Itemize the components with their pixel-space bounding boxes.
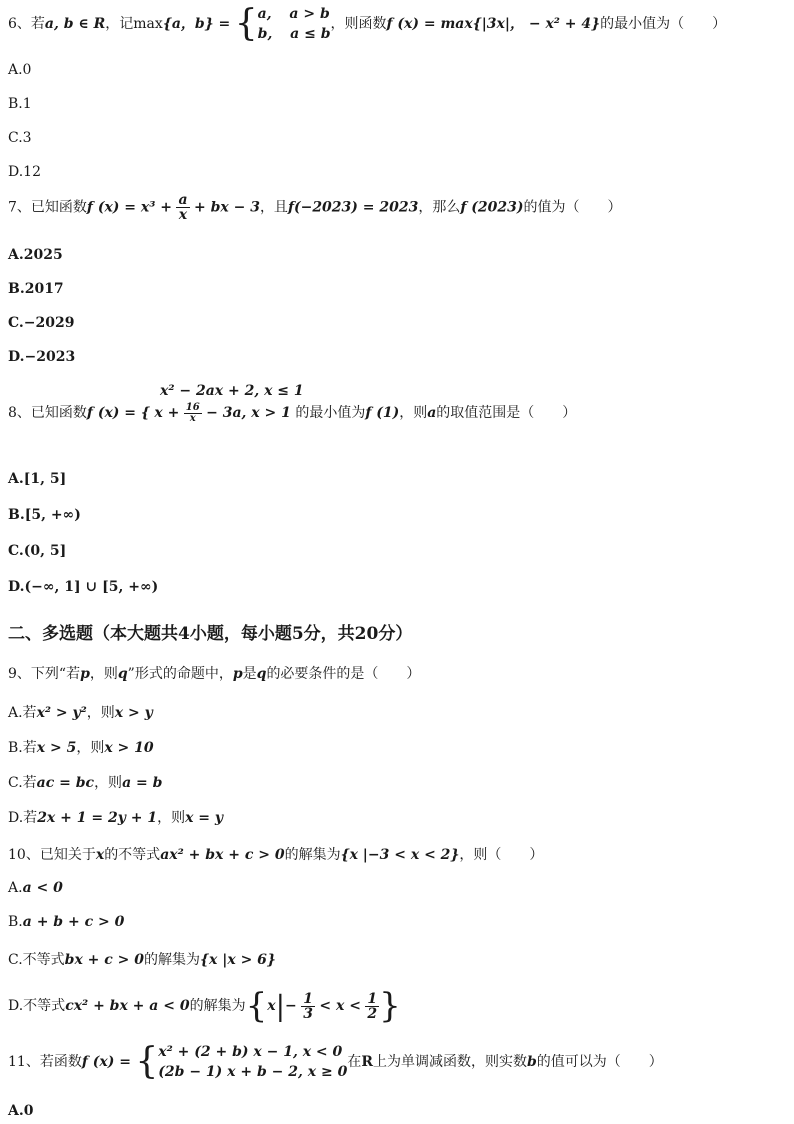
q7-tail: 的值为（ ） [523, 199, 622, 216]
q7-ask: f (2023) [460, 199, 524, 216]
q10-c-m: bx + c > 0 [64, 952, 145, 968]
q6-def: ，记max [105, 16, 163, 32]
q9-b-m1: x > 5 [36, 740, 77, 756]
q8-case2-post: − 3a, x > 1 [206, 405, 291, 421]
q10-tail: ，则（ ） [459, 847, 544, 863]
q10-d-mid: 的解集为 [189, 998, 246, 1014]
q9-d-pre: D.若 [8, 810, 38, 826]
q10-c-pre: C.不等式 [8, 952, 65, 968]
q11-prefix: 11、若函数 [8, 1054, 82, 1070]
q7-option-a[interactable]: A.2025 [8, 247, 63, 263]
section-2-heading: 二、多选题（本大题共4小题，每小题5分，共20分） [8, 624, 413, 644]
q9-option-a[interactable] [8, 702, 153, 722]
q9-p: p [80, 666, 90, 682]
q10-option-b[interactable] [8, 914, 124, 930]
q11-stem [8, 1042, 663, 1082]
q10-ineq: ax² + bx + c > 0 [160, 847, 285, 863]
q11-brace: { [135, 1041, 159, 1082]
q8-stem [8, 402, 576, 424]
q9-mid3: 是 [242, 666, 257, 682]
q10-d-mid2: < x < [319, 998, 361, 1014]
q11-f-lhs: f (x) = [81, 1054, 131, 1070]
q7-mid2: ，那么 [418, 199, 461, 216]
q6-then: ，则函数 [330, 16, 387, 32]
q10-option-a[interactable] [8, 880, 63, 896]
q10-c-set: {x |x > 6} [200, 952, 276, 968]
q7-fraction [176, 193, 189, 222]
q11-case2: (2b − 1) x + b − 2, x ≥ 0 [158, 1064, 348, 1080]
q10-a-m: a < 0 [22, 880, 63, 896]
q7-mid: ，且 [259, 199, 288, 216]
q9-a-m1: x² > y² [36, 705, 87, 721]
q8-frac-num: 16 [185, 401, 200, 413]
q9-d-m2: x = y [185, 810, 224, 826]
q8-a: a [427, 405, 437, 421]
q10-d-pre: D.不等式 [8, 998, 66, 1014]
q9-mid2: ”形式的命题中， [127, 666, 233, 682]
q11-case1: x² + (2 + b) x − 1, x < 0 [158, 1044, 343, 1060]
q10-mid2: 的解集为 [284, 847, 341, 863]
q10-d-x: x [267, 998, 276, 1014]
q10-d-frac2 [365, 992, 379, 1021]
q6-option-b[interactable]: B.1 [8, 96, 32, 112]
q9-d-mid: ，则 [157, 810, 186, 826]
q10-prefix: 10、已知关于 [8, 847, 96, 863]
q9-p2: p [232, 666, 243, 682]
q10-d-f1n: 1 [303, 990, 313, 1007]
q10-b-pre: B. [8, 914, 23, 930]
q8-f1: f (1) [365, 405, 400, 421]
q11-tail: 的值可以为（ ） [536, 1054, 663, 1070]
q10-d-rbrace: } [379, 986, 401, 1026]
q9-mid: ，则 [89, 666, 118, 682]
q11-mid2: 上为单调减函数，则实数 [372, 1054, 527, 1070]
q9-pre: 9、下列“若 [8, 666, 81, 682]
q8-option-d[interactable]: D.(−∞, 1] ∪ [5, +∞) [8, 579, 159, 595]
q9-q2: q [256, 666, 267, 682]
q7-option-b[interactable]: B.2017 [8, 281, 64, 297]
q7-option-c[interactable]: C.−2029 [8, 315, 75, 331]
q10-set: {x |−3 < x < 2} [340, 847, 460, 863]
q9-b-mid: ，则 [76, 740, 105, 756]
q10-c-mid: 的解集为 [144, 952, 201, 968]
q10-d-f2d: 2 [367, 1005, 378, 1022]
q7-frac-den: x [178, 207, 188, 223]
q10-stem [8, 844, 543, 864]
q6-case2-cond: a ≤ b [290, 26, 331, 42]
q9-c-m2: a = b [122, 775, 163, 791]
q9-option-d[interactable] [8, 807, 223, 827]
q9-stem [8, 663, 420, 683]
q10-d-bar: | [275, 989, 286, 1023]
q6-option-a[interactable]: A.0 [8, 62, 32, 78]
q9-option-c[interactable] [8, 772, 162, 792]
q10-d-frac1 [301, 992, 315, 1021]
q6-f-expr: f (x) = max{|3x|， − x² + 4} [386, 16, 601, 32]
q8-mid: 的最小值为 [290, 405, 366, 421]
q6-option-d[interactable]: D.12 [8, 164, 41, 180]
q8-prefix: 8、已知函数 [8, 405, 87, 421]
q10-a-pre: A. [8, 880, 23, 896]
q7-stem [8, 193, 621, 222]
q9-c-pre: C.若 [8, 775, 37, 791]
q6-stem [8, 4, 726, 44]
q9-b-m2: x > 10 [104, 740, 154, 756]
q7-option-d[interactable]: D.−2023 [8, 349, 76, 365]
q10-option-c[interactable] [8, 949, 276, 969]
q9-d-m1: 2x + 1 = 2y + 1 [37, 810, 158, 826]
q8-tail: 的取值范围是（ ） [436, 405, 577, 421]
q10-d-neg: − [285, 998, 297, 1014]
q6-prefix: 6、若 [8, 16, 45, 32]
q8-mid2: ，则 [399, 405, 428, 421]
q7-prefix: 7、已知函数 [8, 199, 87, 216]
q6-cases [258, 4, 331, 44]
q10-d-m: cx² + bx + a < 0 [65, 998, 190, 1014]
q9-option-b[interactable] [8, 737, 154, 757]
q7-f-rhs: + bx − 3 [193, 199, 260, 216]
q6-tail: 的最小值为（ ） [600, 16, 727, 32]
q11-b: b [526, 1054, 537, 1070]
q10-d-lbrace: { [245, 986, 268, 1026]
q11-cases [158, 1042, 347, 1082]
q9-c-m1: ac = bc [36, 775, 95, 791]
q10-mid: 的不等式 [104, 847, 161, 863]
q10-d-f2n: 1 [367, 990, 378, 1007]
q11-option-a[interactable]: A.0 [8, 1103, 34, 1119]
q8-option-c[interactable]: C.(0, 5] [8, 543, 67, 559]
q10-b-m: a + b + c > 0 [22, 914, 125, 930]
q6-max-args: {a，b} = [162, 16, 231, 32]
q6-brace: { [234, 3, 258, 44]
q10-x: x [95, 847, 105, 863]
q8-case2-pre: x + [154, 405, 180, 421]
q9-a-pre: A.若 [8, 705, 37, 721]
q10-d-f1d: 3 [303, 1005, 313, 1022]
q11-r: R [361, 1054, 373, 1070]
q9-q: q [117, 666, 128, 682]
q7-f-lhs: f (x) = x³ + [86, 199, 172, 216]
q6-case2-val: b, [257, 26, 273, 42]
q6-option-c[interactable]: C.3 [8, 130, 32, 146]
q9-a-m2: x > y [114, 705, 153, 721]
q10-option-d[interactable] [8, 986, 401, 1026]
q9-c-mid: ，则 [94, 775, 123, 791]
q9-a-mid: ，则 [86, 705, 115, 721]
q8-top-case: x² − 2ax + 2, x ≤ 1 [160, 383, 304, 399]
q8-option-a[interactable]: A.[1, 5] [8, 471, 67, 487]
q8-frac-den: x [189, 412, 196, 424]
q7-given: f(−2023) = 2023 [287, 199, 419, 216]
q7-frac-num: a [178, 192, 188, 208]
q8-f-lhs: f (x) = { [86, 405, 150, 421]
q6-case1-cond: a > b [289, 6, 330, 22]
q8-fraction [184, 403, 202, 424]
q6-case1-val: a, [257, 6, 272, 22]
q11-mid: 在 [347, 1054, 362, 1070]
q8-option-b[interactable]: B.[5, +∞) [8, 507, 81, 523]
q6-ab-in-r: a, b ∈ R [44, 16, 106, 32]
q9-tail: 的必要条件的是（ ） [266, 666, 421, 682]
q9-b-pre: B.若 [8, 740, 37, 756]
